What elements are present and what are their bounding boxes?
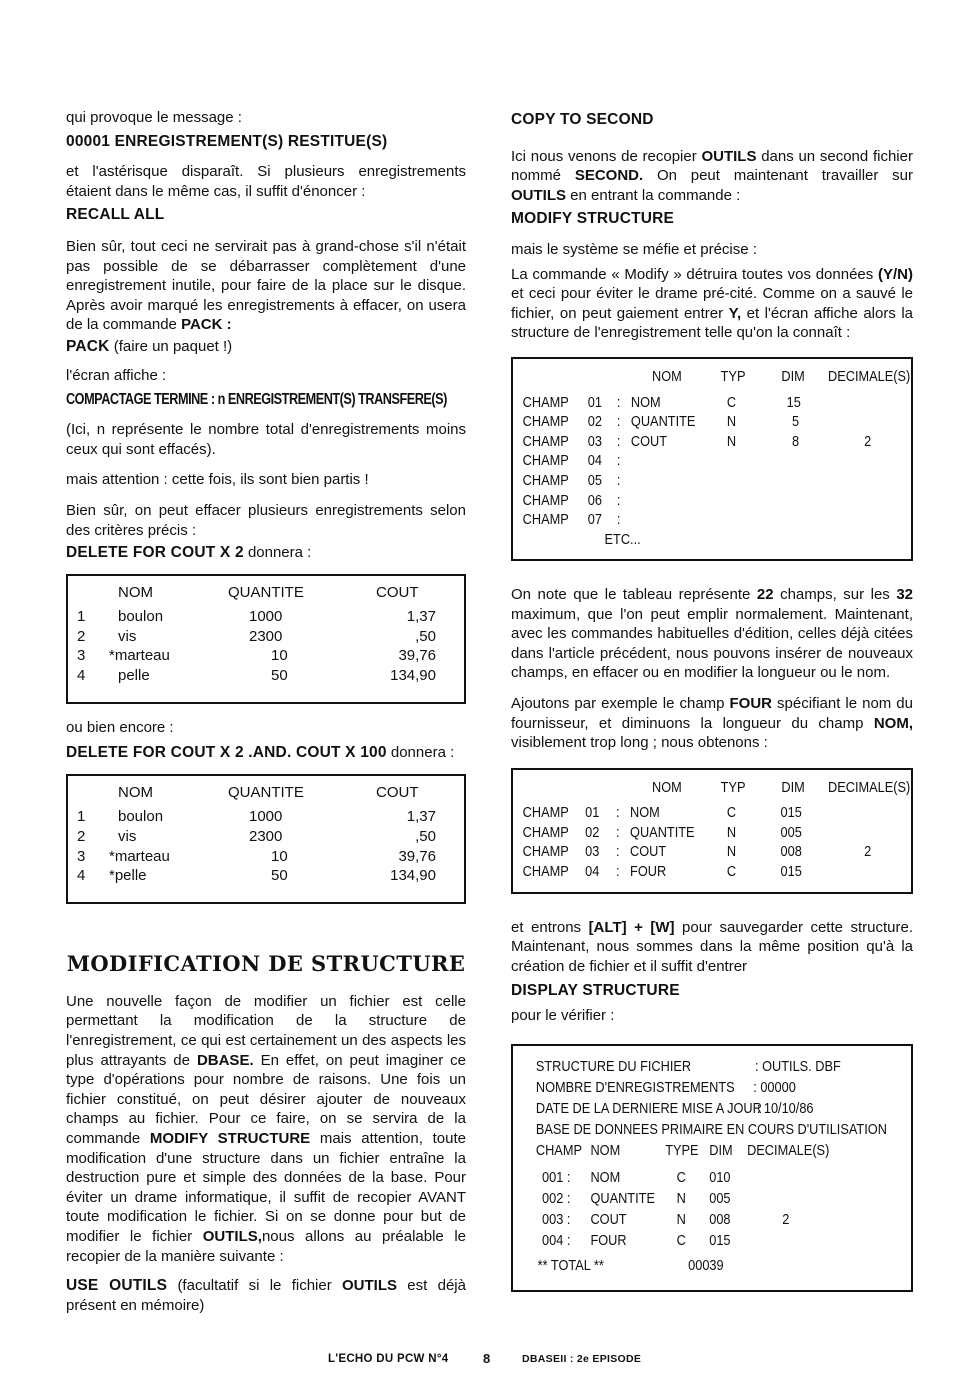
total-label: ** TOTAL ** (537, 1257, 604, 1274)
cell: 015 (780, 805, 802, 822)
total-row (513, 1258, 863, 1279)
cell: N (726, 824, 737, 841)
column-header: DIM (781, 368, 805, 385)
table-row (68, 867, 464, 887)
cell: : (616, 512, 621, 529)
cell: QUANTITE (630, 414, 696, 431)
table-row (513, 414, 863, 434)
cell: N (676, 1211, 686, 1228)
table-header (513, 779, 911, 800)
cell-nom: vis (118, 627, 137, 645)
struct-label: DATE DE LA DERNIERE MISE A JOUR (535, 1100, 762, 1117)
cell: CHAMP (522, 414, 569, 431)
paragraph: Bien sûr, tout ceci ne servirait pas à grand-chose s'il n'était pas possible de se débarrasser complètement d'une enregistrement inutile, pour faire de la place sur le disque. Après avoir marqué les enregistrements à effacer, on usera de la commande PACK : (66, 237, 466, 334)
cell: C (676, 1169, 686, 1186)
cell-quantite: 1000 (249, 608, 283, 626)
cell: NOM (630, 805, 660, 822)
cell-cout: 134,90 (390, 867, 436, 885)
cell-nom: pelle (118, 667, 150, 685)
struct-label: STRUCTURE DU FICHIER (535, 1058, 692, 1075)
cell: CHAMP (522, 844, 569, 861)
table-row (68, 608, 464, 628)
struct-value: : 10/10/86 (756, 1100, 814, 1117)
result-table-1 (66, 574, 466, 704)
table-row (513, 1191, 863, 1212)
table-row (68, 628, 464, 648)
cell: 01 (587, 394, 603, 411)
table-row (513, 1212, 863, 1233)
struct-value: : 00000 (753, 1079, 796, 1096)
cell-cout: ,50 (415, 627, 436, 645)
footer-article: DBASEII : 2e EPISODE (522, 1353, 642, 1365)
cell: COUT (630, 433, 668, 450)
struct-value: : OUTILS. DBF (755, 1058, 841, 1075)
column-header: TYP (720, 368, 746, 385)
table-row (513, 433, 872, 454)
column-header: TYPE (665, 1142, 699, 1159)
cell-cout: ,50 (415, 828, 436, 846)
cell: N (726, 844, 737, 861)
table-row (513, 864, 863, 884)
struct-line (513, 1059, 863, 1080)
column-header: QUANTITE (228, 783, 304, 801)
system-message-block (66, 391, 466, 411)
paragraph: ou bien encore : (66, 718, 174, 736)
cell: N (726, 433, 737, 450)
table-row (513, 493, 863, 513)
cell: : (615, 824, 620, 841)
cell: CHAMP (522, 864, 569, 881)
cell: QUANTITE (630, 824, 695, 841)
table-row (513, 512, 863, 532)
cell: FOUR (590, 1232, 627, 1249)
structure-table-2 (511, 768, 913, 894)
cell: CHAMP (522, 433, 569, 450)
table-row (513, 395, 863, 415)
cell: : (616, 414, 621, 431)
paragraph: Une nouvelle façon de modifier un fichier est celle permettant la modification de la structure de l'enregistrement, ce qui est certainement un des aspects les plus attrayants de DBASE. En effet, on peut imaginer ce type d'opérations pour nombre de raisons. Une fois un fichier constitué, on peut désirer ajouter de nouveaux champs au fichier. Pour ce faire, on se servira de la commande MODIFY STRUCTURE mais attention, toute modification d'une structure dans un fichier entraîne la destruction pure et simple des données de la base. Pour éviter un drame informatique, il suffit de recopier AVANT toute modification le fichier. Si on se donne pour but de modifier le fichier OUTILS,nous allons au préalable le recopier de la manière suivante : (66, 992, 467, 1265)
struct-line (513, 1101, 863, 1122)
row-number: 1 (77, 608, 86, 626)
cell-cout: 39,76 (398, 647, 436, 665)
command-line: MODIFY STRUCTURE (511, 210, 675, 228)
table-row (68, 848, 464, 868)
command-line: COPY TO SECOND (511, 111, 654, 128)
paragraph: La commande « Modify » détruira toutes vos données (Y/N) et ceci pour éviter le drame pré-cité. Comme on a sauvé le fichier, on peut gaiement entrer Y, et l'écran affiche alors la structure de l'enregistrement telle qu'on la connaît : (511, 265, 914, 342)
cell: 04 (587, 453, 603, 470)
row-number: 4 (77, 867, 86, 885)
paragraph: et l'astérisque disparaît. Si plusieurs enregistrements étaient dans le même cas, il suffit d'énoncer : (66, 163, 466, 200)
cell: : (616, 433, 621, 450)
table-row (513, 532, 863, 552)
cell-nom: vis (118, 828, 137, 846)
cell-quantite: 2300 (249, 627, 283, 645)
cell: N (726, 414, 737, 431)
command-line: DELETE FOR COUT X 2 donnera : (66, 544, 312, 562)
table-header (68, 784, 464, 804)
cell: 06 (587, 492, 603, 509)
cell: N (676, 1190, 686, 1207)
table-row (68, 647, 464, 667)
cell-cout: 1,37 (406, 608, 436, 626)
cell: 01 (585, 805, 600, 822)
cell: C (676, 1232, 686, 1249)
cell-nom: boulon (118, 808, 164, 826)
cell: 2 (864, 844, 872, 861)
table-row (68, 667, 464, 687)
paragraph: (Ici, n représente le nombre total d'enregistrements moins ceux qui sont effacés). (66, 421, 466, 458)
cell-quantite: 1000 (249, 808, 283, 826)
cell: QUANTITE (590, 1190, 655, 1207)
cell: CHAMP (522, 453, 569, 470)
cell-cout: 39,76 (398, 847, 436, 865)
cell: : (616, 472, 621, 489)
cell: 005 (709, 1190, 731, 1207)
table-row (68, 808, 464, 828)
cell: 003 : (542, 1211, 571, 1228)
column-header: TYP (720, 779, 746, 796)
cell-nom: boulon (118, 608, 164, 626)
cell-quantite: 2300 (249, 828, 283, 846)
cell: NOM (630, 394, 661, 411)
table-row (513, 825, 863, 845)
cell: CHAMP (522, 472, 569, 489)
column-header: DECIMALE(S) (828, 368, 911, 385)
column-header: NOM (652, 368, 682, 385)
cell: : (616, 394, 621, 411)
row-number: 3 (77, 647, 86, 665)
paragraph: et entrons [ALT] + [W] pour sauvegarder cette structure. Maintenant, nous sommes dans la même position qu'à la création de fichier et il suffit d'entrer (511, 918, 913, 975)
cell-quantite: 10 (271, 647, 288, 665)
cell: 002 : (542, 1190, 571, 1207)
cell: 8 (791, 433, 800, 450)
cell: 001 : (542, 1169, 571, 1186)
cell: 03 (587, 433, 603, 450)
cell: : (616, 492, 621, 509)
paragraph: Bien sûr, on peut effacer plusieurs enregistrements selon des critères précis : (66, 501, 466, 539)
cell: C (726, 394, 737, 411)
row-number: 4 (77, 667, 86, 685)
cell: CHAMP (522, 394, 569, 411)
column-header: NOM (118, 583, 153, 601)
cell-nom: *marteau (109, 847, 170, 865)
footer-publication: L'ECHO DU PCW N°4 (328, 1353, 449, 1365)
paragraph: l'écran affiche : (66, 366, 167, 384)
table-row (513, 1170, 863, 1191)
cell: 15 (786, 394, 801, 411)
column-header: DECIMALE(S) (828, 779, 911, 796)
struct-label: BASE DE DONNEES PRIMAIRE EN COURS D'UTILISATION (535, 1121, 887, 1138)
table-row (513, 844, 872, 864)
column-header: COUT (376, 783, 419, 801)
system-message: 00001 ENREGISTREMENT(S) RESTITUE(S) (66, 132, 388, 150)
cell: FOUR (630, 864, 667, 881)
command-line: DELETE FOR COUT X 2 .AND. COUT X 100 donnera : (66, 744, 455, 762)
cell: 02 (587, 414, 603, 431)
cell: : (615, 844, 620, 861)
column-header: DECIMALE(S) (747, 1142, 830, 1159)
table-row (513, 805, 863, 825)
cell: CHAMP (522, 492, 569, 509)
table-row (513, 1233, 863, 1258)
cell: 005 (780, 824, 802, 841)
column-header: CHAMP (535, 1142, 582, 1159)
row-number: 3 (77, 847, 86, 865)
struct-label: NOMBRE D'ENREGISTREMENTS (535, 1079, 735, 1096)
table-header (68, 584, 464, 604)
paragraph: USE OUTILS (facultatif si le fichier OUTILS est déjà présent en mémoire) (66, 1277, 466, 1314)
table-header (513, 368, 911, 389)
row-number: 1 (77, 808, 86, 826)
command-line: PACK (faire un paquet !) (66, 337, 233, 355)
paragraph: qui provoque le message : (66, 109, 242, 126)
column-header: QUANTITE (228, 583, 304, 601)
cell-nom: *pelle (109, 867, 147, 885)
cell: : (615, 805, 620, 822)
cell-cout: 134,90 (390, 667, 436, 685)
table-row (513, 473, 863, 493)
page-number: 8 (483, 1351, 491, 1366)
struct-line (513, 1121, 887, 1143)
cell: COUT (630, 844, 667, 861)
table-row (68, 828, 464, 848)
cell-cout: 1,37 (406, 808, 436, 826)
right-column (511, 108, 913, 1292)
etc-label: ETC... (604, 531, 641, 548)
cell: 015 (780, 864, 802, 881)
cell: CHAMP (522, 824, 569, 841)
row-number: 2 (77, 627, 86, 645)
cell-quantite: 50 (271, 867, 288, 885)
cell: 07 (587, 512, 603, 529)
cell: 2 (864, 433, 872, 450)
table-header (513, 1143, 863, 1170)
cell: 5 (791, 414, 800, 431)
table-row (513, 453, 863, 473)
cell: CHAMP (522, 805, 569, 822)
cell: 008 (709, 1211, 731, 1228)
cell: C (726, 864, 737, 881)
row-number: 2 (77, 828, 86, 846)
cell: COUT (590, 1211, 627, 1228)
cell: 02 (585, 824, 600, 841)
cell: 004 : (542, 1232, 571, 1249)
structure-display-box (511, 1044, 913, 1292)
cell: 010 (709, 1169, 731, 1186)
column-header: COUT (376, 583, 419, 601)
command-line: DISPLAY STRUCTURE (511, 982, 680, 1000)
paragraph: Ici nous venons de recopier OUTILS dans un second fichier nommé SECOND. On peut maintenant travailler sur OUTILS en entrant la commande : (511, 147, 913, 204)
cell: C (726, 805, 737, 822)
column-header: NOM (590, 1142, 621, 1159)
cell: 2 (782, 1211, 790, 1228)
cell: 04 (585, 864, 600, 881)
paragraph: mais le système se méfie et précise : (511, 240, 757, 258)
structure-table-1 (511, 357, 913, 561)
result-table-2 (66, 774, 466, 904)
column-header: NOM (118, 783, 153, 801)
paragraph: Ajoutons par exemple le champ FOUR spécifiant le nom du fournisseur, et diminuons la longueur du champ NOM, visiblement trop long ; nous obtenons : (511, 694, 913, 752)
left-column (66, 108, 466, 1315)
system-message: COMPACTAGE TERMINE : n ENREGISTREMENT(S) TRANSFERE(S) (66, 391, 447, 409)
cell: 03 (585, 844, 600, 861)
struct-line (513, 1080, 863, 1101)
paragraph: mais attention : cette fois, ils sont bien partis ! (66, 471, 369, 489)
command-line: RECALL ALL (66, 206, 165, 224)
cell: : (615, 864, 620, 881)
cell-quantite: 50 (271, 667, 288, 685)
paragraph: On note que le tableau représente 22 champs, sur les 32 maximum, que l'on peut emplir normalement. Maintenant, avec les commandes habituelles d'édition, celles déjà citées dans l'article précédent, nous pouvons insérer de nouveaux champs, en effacer ou en modifier la longueur ou le nom. (511, 585, 914, 682)
cell-quantite: 10 (271, 847, 288, 865)
cell: 015 (709, 1232, 731, 1249)
cell: CHAMP (522, 512, 569, 529)
cell-nom: *marteau (109, 647, 170, 665)
cell: 008 (780, 844, 802, 861)
column-header: DIM (781, 779, 805, 796)
column-header: NOM (652, 779, 682, 796)
column-header: DIM (709, 1142, 733, 1159)
cell: : (616, 453, 621, 470)
cell: 05 (587, 472, 603, 489)
cell: NOM (590, 1169, 621, 1186)
paragraph: pour le vérifier : (511, 1007, 615, 1025)
total-value: 00039 (688, 1257, 724, 1274)
section-heading: MODIFICATION DE STRUCTURE (66, 950, 466, 976)
